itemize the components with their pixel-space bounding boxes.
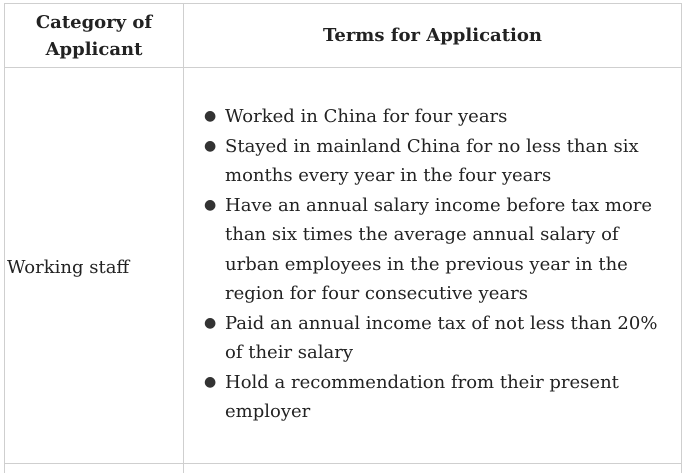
bullet-icon: ● (204, 314, 217, 331)
header-terms-for-application (184, 4, 681, 67)
bullet-icon: ● (204, 137, 217, 154)
row-bottom-divider (5, 463, 681, 464)
term-text: Paid an annual income tax of not less than 20% of their salary (225, 312, 658, 363)
bullet-icon: ● (204, 108, 217, 124)
terms-list (204, 102, 678, 427)
term-text: Worked in China for four years (225, 106, 508, 127)
column-divider (183, 4, 184, 473)
header-category-of-applicant (5, 4, 183, 67)
bullet-icon: ● (204, 196, 217, 213)
header-category-label: Category of Applicant (35, 11, 153, 60)
list-item (204, 132, 678, 191)
list-item (204, 309, 678, 368)
category-value: Working staff (7, 257, 130, 278)
list-item (204, 368, 678, 427)
list-item (204, 102, 678, 132)
bullet-icon: ● (204, 373, 217, 390)
list-item (204, 191, 678, 309)
term-text: Have an annual salary income before tax more than six times the average annual salary of urban employees in the previous year in the region for four consecutive years (225, 194, 653, 304)
term-text: Stayed in mainland China for no less than six months every year in the four years (225, 135, 639, 186)
category-cell (7, 68, 177, 463)
header-terms-label: Terms for Application (323, 25, 542, 46)
term-text: Hold a recommendation from their present employer (225, 371, 619, 422)
